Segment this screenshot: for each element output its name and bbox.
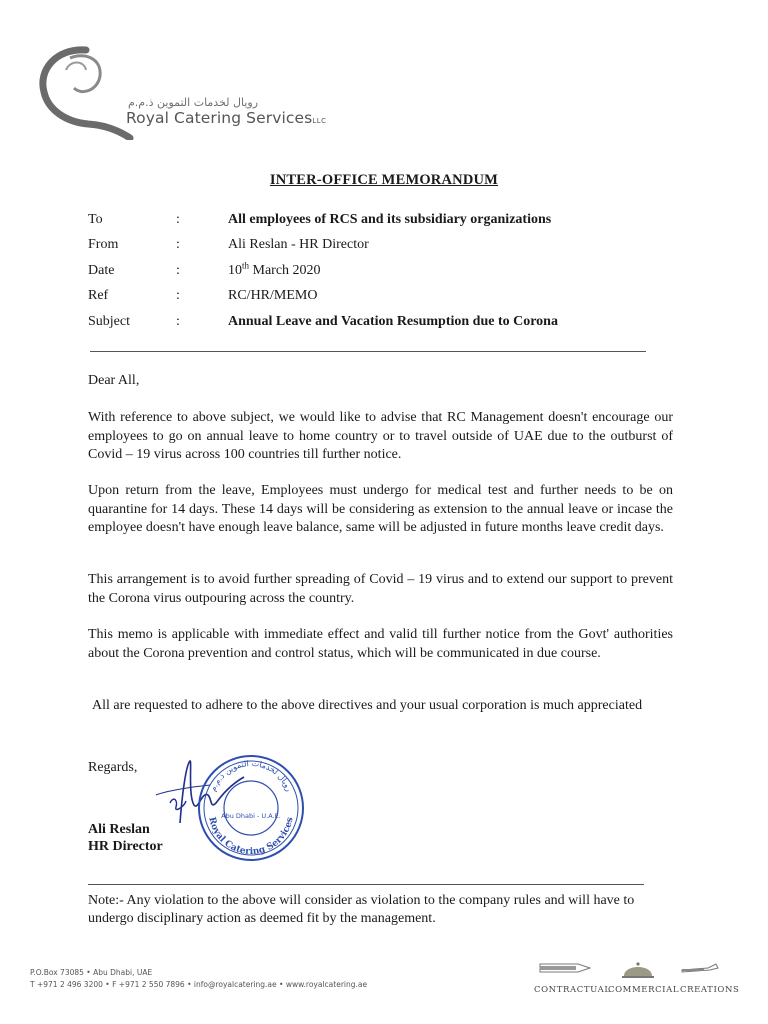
header-label: From — [88, 237, 119, 252]
header-value-from: Ali Reslan - HR Director — [228, 237, 369, 252]
header-colon: : — [176, 212, 180, 227]
closing: Regards, — [88, 760, 138, 775]
paragraph-2: Upon return from the leave, Employees must undergo for medical test and further needs to be on quarantine for 14 days. These 14 days will be considering as extension to the annual leave or incase the employee doesn't have enough leave balance, same will be adjusted in future months leave credit days. — [88, 483, 673, 535]
note: Note:- Any violation to the above will consider as violation to the company rules and will have to undergo disciplinary action as deemed fit by the management. — [88, 893, 635, 926]
header-colon: : — [176, 288, 180, 303]
footer-contact — [30, 967, 367, 991]
header-value-ref: RC/HR/MEMO — [228, 288, 318, 303]
header-colon: : — [176, 263, 180, 278]
seal-text-top: رويال لخدمات التموين ذ.م.م — [208, 758, 294, 793]
date-rest: March 2020 — [249, 263, 321, 278]
paragraph-1: With reference to above subject, we would like to advise that RC Management doesn't encourage our employees to go on annual leave to home country or to travel outside of UAE due to the outburst of Covid – 19 virus across 100 countries till further notice. — [88, 410, 673, 462]
header-value-date — [228, 260, 321, 279]
signatory-name: Ali Reslan — [88, 822, 150, 837]
svg-text:Royal Catering Services — [206, 816, 295, 857]
svg-text:رويال لخدمات التموين ذ.م.م — [208, 759, 293, 793]
division-commercial: COMMERCIAL — [608, 985, 680, 995]
company-name-text: Royal Catering Services — [126, 109, 313, 127]
header-label: To — [88, 212, 103, 227]
header-label: Subject — [88, 314, 130, 329]
company-name — [126, 109, 327, 127]
header-label: Date — [88, 263, 115, 278]
brush-icon — [680, 958, 720, 978]
header-colon: : — [176, 237, 180, 252]
company-logo-icon — [26, 30, 136, 140]
memo-title: INTER-OFFICE MEMORANDUM — [269, 172, 499, 188]
company-suffix: LLC — [312, 117, 327, 125]
seal-text-bottom: Royal Catering Services — [206, 816, 296, 858]
date-day: 10 — [228, 263, 242, 278]
division-creations: CREATIONS — [680, 985, 740, 995]
signatory-title: HR Director — [88, 839, 163, 854]
footer-phone-email-web: T +971 2 496 3200 • F +971 2 550 7896 • info@royalcatering.ae • www.royalcatering.ae — [30, 980, 368, 989]
header-label: Ref — [88, 288, 109, 303]
company-arabic-name: رويال لخدمات التموين ذ.م.م — [128, 96, 259, 109]
paragraph-4: This memo is applicable with immediate effect and valid till further notice from the Govt' authorities about the Corona prevention and control status, which will be communicated in due course. — [88, 627, 673, 661]
header-divider — [90, 351, 646, 352]
pen-nib-icon — [538, 958, 598, 978]
cloche-icon — [620, 958, 656, 980]
company-seal-icon — [195, 752, 307, 864]
footer-address: P.O.Box 73085 • Abu Dhabi, UAE — [30, 968, 153, 977]
salutation: Dear All, — [88, 373, 140, 388]
seal-text-center: Abu Dhabi - U.A.E. — [221, 812, 281, 820]
division-contractual: CONTRACTUAL — [534, 985, 611, 995]
paragraph-3: This arrangement is to avoid further spreading of Covid – 19 virus and to extend our support to prevent the Corona virus outpouring across the country. — [88, 572, 673, 606]
note-divider — [88, 884, 644, 885]
date-suffix: th — [242, 260, 250, 271]
header-value-to: All employees of RCS and its subsidiary organizations — [228, 212, 552, 227]
paragraph-5: All are requested to adhere to the above directives and your usual corporation is much appreciated — [92, 698, 643, 713]
header-colon: : — [176, 314, 180, 329]
header-value-subject: Annual Leave and Vacation Resumption due to Corona — [228, 314, 558, 329]
